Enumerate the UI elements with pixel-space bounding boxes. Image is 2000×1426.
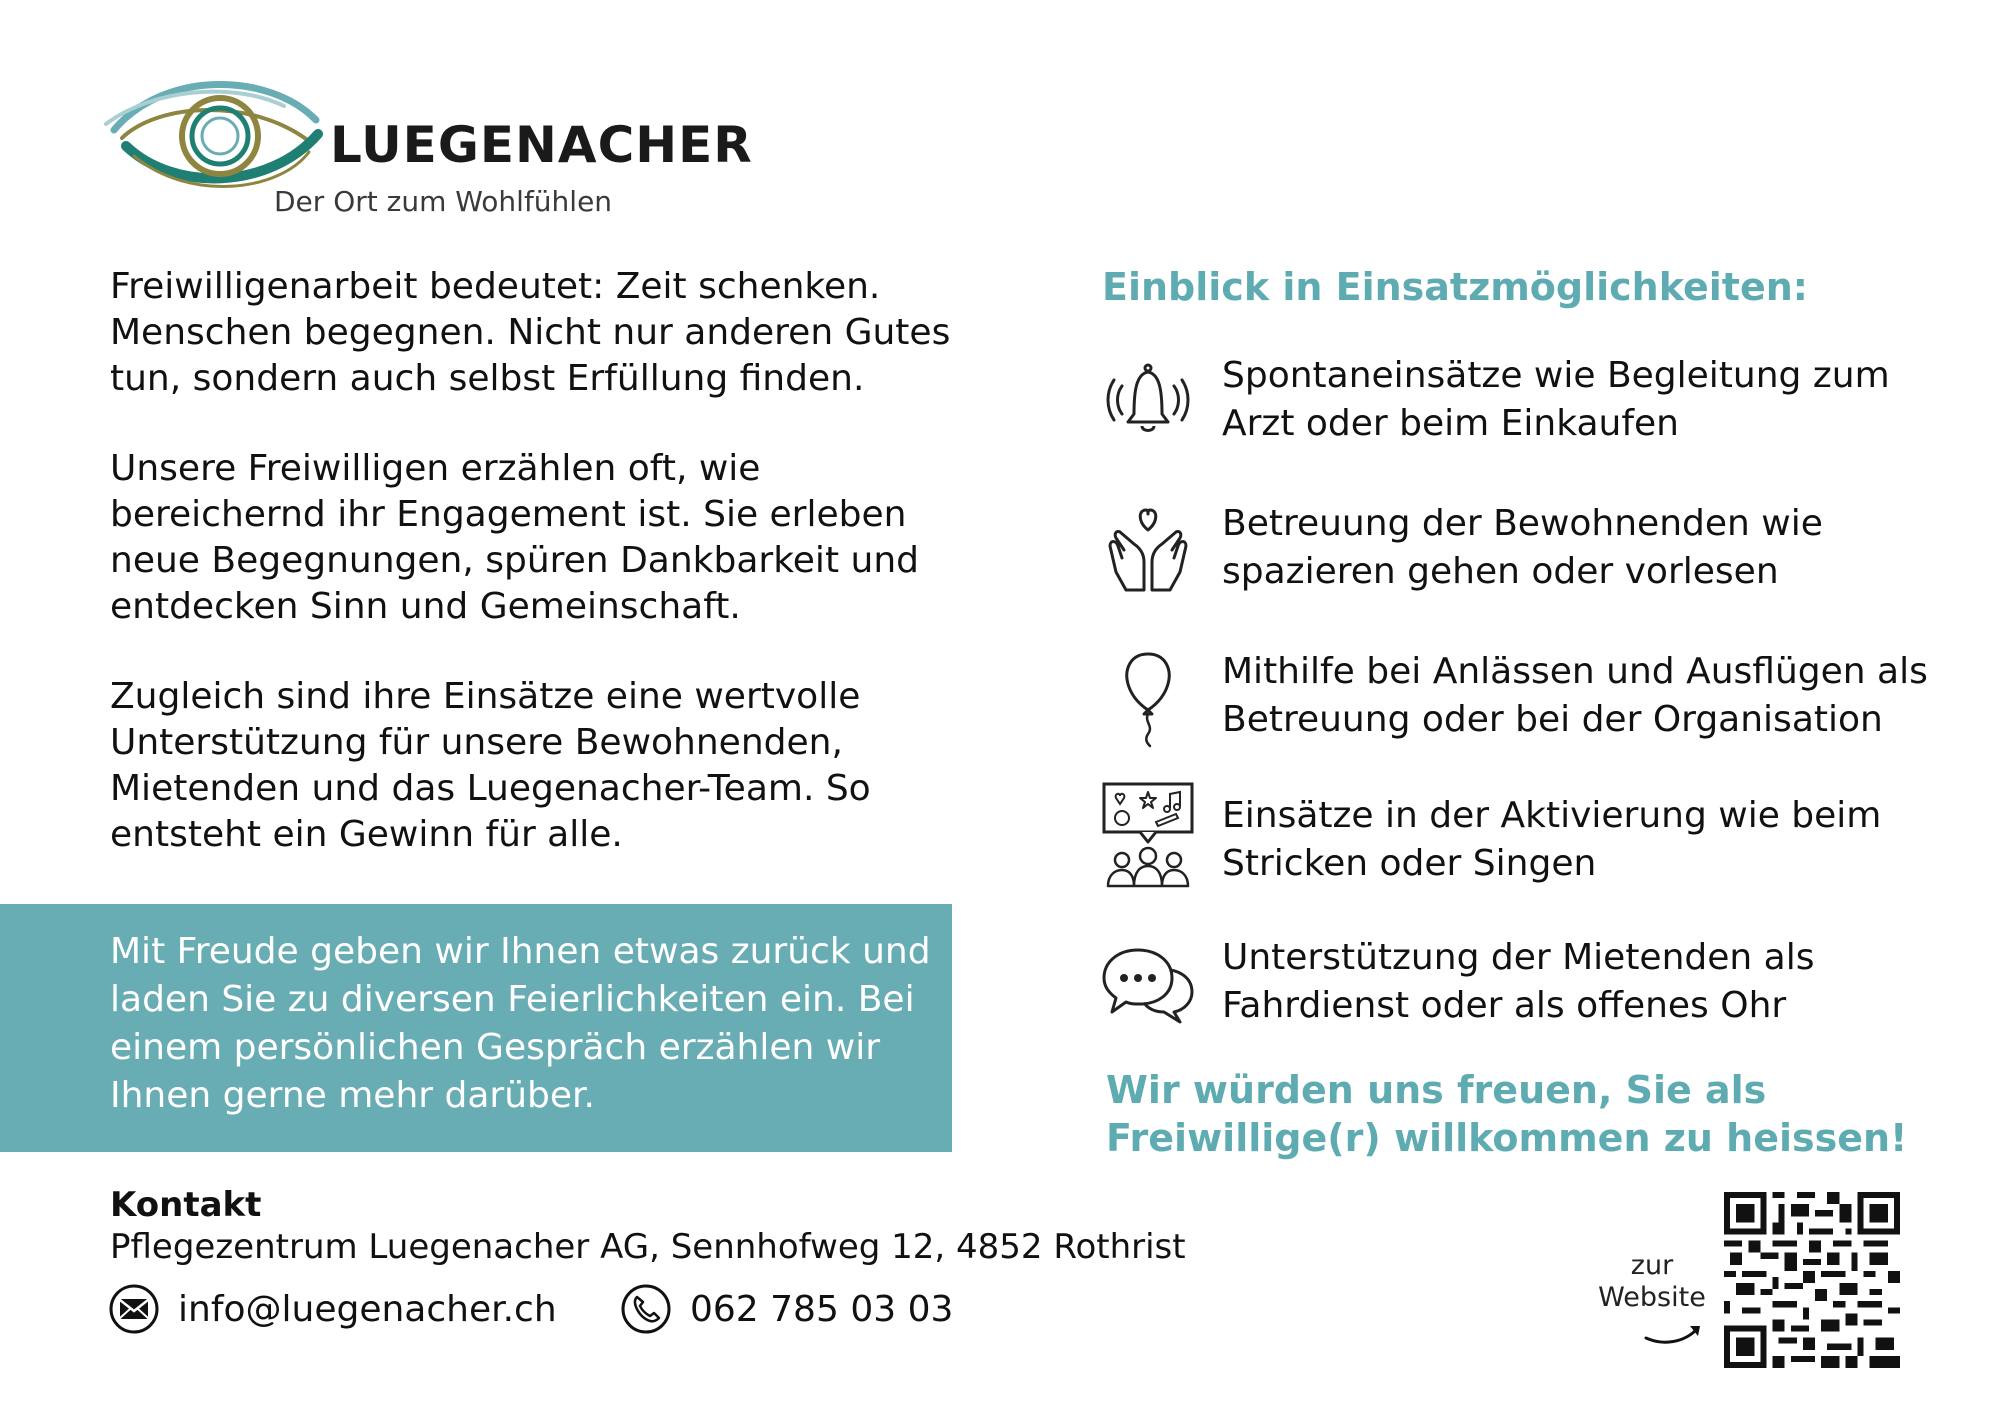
intro-paragraph-2: Unsere Freiwilligen erzählen oft, wie bereichernd ihr Engagement ist. Sie erleben neue Begegnungen, spüren Dankbarkeit und entdecken Sinn und Gemeinschaft. bbox=[110, 448, 919, 627]
closing-message: Wir würden uns freuen, Sie als Freiwillige(r) willkommen zu heissen! bbox=[1106, 1068, 1908, 1160]
bell-icon bbox=[1100, 352, 1196, 452]
phone-icon bbox=[620, 1283, 672, 1335]
opportunity-text: Betreuung der Bewohnenden wie spazieren gehen oder vorlesen bbox=[1222, 503, 1823, 592]
brand-name: LUEGENACHER bbox=[330, 116, 753, 174]
opportunity-item bbox=[1100, 648, 1960, 748]
opportunity-item bbox=[1100, 352, 1960, 452]
opportunity-text: Mithilfe bei Anlässen und Ausflügen als Betreuung oder bei der Organisation bbox=[1222, 651, 1928, 740]
qr-label-line1: zur bbox=[1630, 1250, 1674, 1281]
activity-board-icon bbox=[1100, 780, 1196, 892]
qr-label-line2: Website bbox=[1598, 1282, 1706, 1313]
intro-text bbox=[110, 264, 970, 902]
intro-paragraph-3: Zugleich sind ihre Einsätze eine wertvolle Unterstützung für unsere Bewohnenden, Mietenden und das Luegenacher-Team. So entsteht ein Gewinn für alle. bbox=[110, 676, 871, 855]
opportunity-text: Einsätze in der Aktivierung wie beim Stricken oder Singen bbox=[1222, 795, 1882, 884]
caring-hands-icon bbox=[1100, 500, 1196, 600]
phone-link[interactable] bbox=[620, 1282, 953, 1336]
opportunity-item bbox=[1100, 500, 1960, 600]
email-address: info@luegenacher.ch bbox=[178, 1288, 557, 1330]
highlight-text: Mit Freude geben wir Ihnen etwas zurück und laden Sie zu diversen Feierlichkeiten ein. Bei einem persönlichen Gespräch erzählen wir Ihnen gerne mehr darüber. bbox=[110, 931, 931, 1116]
email-link[interactable] bbox=[108, 1282, 557, 1336]
contact-heading: Kontakt bbox=[110, 1185, 262, 1225]
opportunities-heading: Einblick in Einsatzmöglichkeiten: bbox=[1102, 265, 1808, 309]
opportunity-text: Spontaneinsätze wie Begleitung zum Arzt oder beim Einkaufen bbox=[1222, 355, 1890, 444]
phone-number: 062 785 03 03 bbox=[690, 1288, 954, 1330]
luegenacher-logo-icon bbox=[104, 80, 326, 196]
brand-tagline: Der Ort zum Wohlfühlen bbox=[274, 185, 613, 218]
qr-label bbox=[1596, 1250, 1708, 1314]
contact-address: Pflegezentrum Luegenacher AG, Sennhofweg 12, 4852 Rothrist bbox=[110, 1227, 1186, 1267]
opportunity-item bbox=[1100, 934, 1960, 1034]
opportunity-item bbox=[1100, 780, 1960, 884]
qr-code-icon[interactable] bbox=[1724, 1192, 1900, 1368]
opportunity-text: Unterstützung der Mietenden als Fahrdienst oder als offenes Ohr bbox=[1222, 937, 1815, 1026]
curved-arrow-icon bbox=[1640, 1316, 1710, 1346]
envelope-icon bbox=[108, 1283, 160, 1335]
intro-paragraph-1: Freiwilligenarbeit bedeutet: Zeit schenken. Menschen begegnen. Nicht nur anderen Gutes tun, sondern auch selbst Erfüllung finden. bbox=[110, 266, 951, 399]
chat-bubbles-icon bbox=[1100, 934, 1196, 1034]
balloon-icon bbox=[1100, 648, 1196, 748]
